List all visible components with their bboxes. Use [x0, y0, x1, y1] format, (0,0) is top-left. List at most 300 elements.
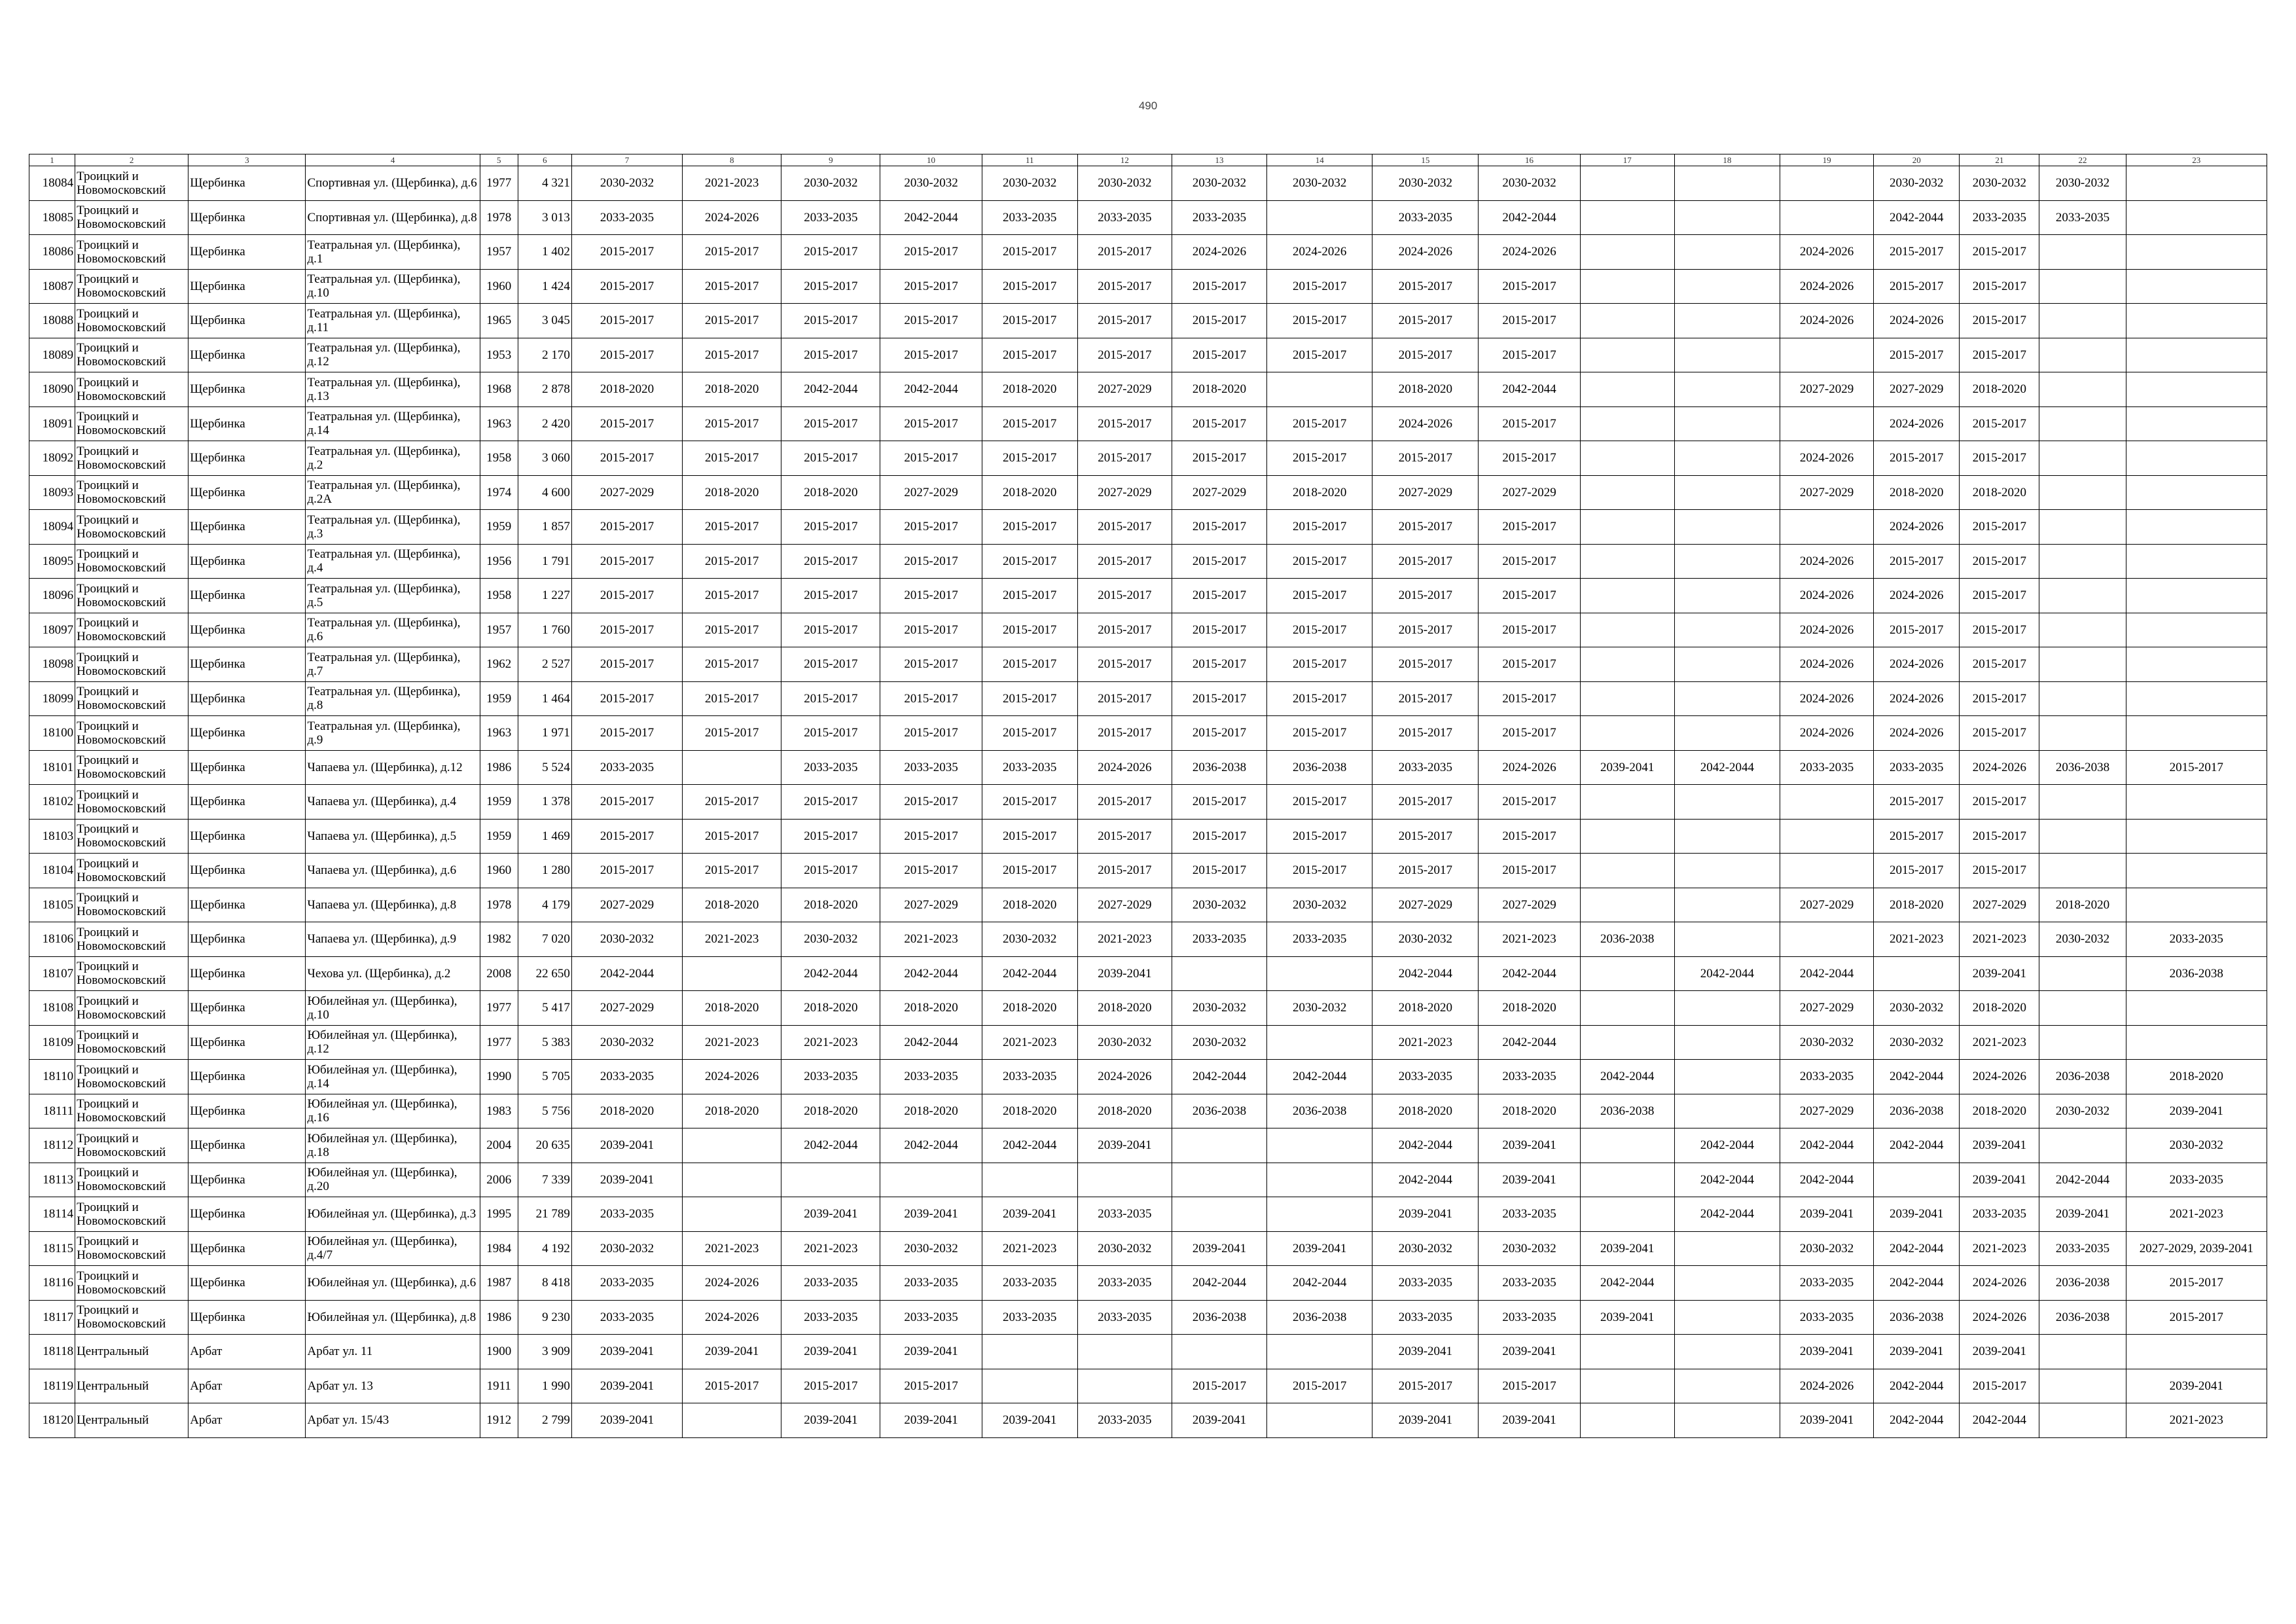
year-built-cell: 1959	[480, 510, 518, 545]
period-cell-col-15: 2015-2017	[1372, 819, 1479, 854]
column-number-5: 5	[480, 154, 518, 166]
year-built-cell: 1958	[480, 441, 518, 476]
year-built-cell: 1995	[480, 1197, 518, 1232]
period-cell-col-16: 2018-2020	[1479, 1094, 1580, 1128]
period-cell-col-12: 2027-2029	[1077, 475, 1172, 510]
period-cell-col-22	[2039, 372, 2126, 407]
period-cell-col-8	[683, 750, 781, 785]
period-cell-col-10: 2039-2041	[880, 1197, 982, 1232]
period-cell-col-8: 2024-2026	[683, 1060, 781, 1094]
period-cell-col-20: 2018-2020	[1874, 475, 1960, 510]
period-cell-col-8: 2039-2041	[683, 1335, 781, 1369]
row-id-cell: 18093	[29, 475, 75, 510]
period-cell-col-13: 2015-2017	[1172, 681, 1266, 716]
period-cell-col-16: 2015-2017	[1479, 510, 1580, 545]
period-cell-col-16: 2015-2017	[1479, 544, 1580, 579]
period-cell-col-12: 2033-2035	[1077, 1300, 1172, 1335]
period-cell-col-21: 2024-2026	[1960, 1266, 2039, 1301]
address-cell: Театральная ул. (Щербинка), д.7	[306, 647, 480, 682]
period-cell-col-12: 2015-2017	[1077, 716, 1172, 751]
period-cell-col-8: 2018-2020	[683, 1094, 781, 1128]
period-cell-col-15: 2033-2035	[1372, 1060, 1479, 1094]
address-cell: Юбилейная ул. (Щербинка), д.12	[306, 1025, 480, 1060]
period-cell-col-16: 2021-2023	[1479, 922, 1580, 957]
period-cell-col-9: 2015-2017	[781, 716, 880, 751]
period-cell-col-8: 2015-2017	[683, 338, 781, 372]
period-cell-col-20: 2039-2041	[1874, 1197, 1960, 1232]
period-cell-col-11: 2015-2017	[982, 716, 1077, 751]
period-cell-col-10: 2021-2023	[880, 922, 982, 957]
floor-area-cell: 5 417	[518, 991, 571, 1026]
period-cell-col-20	[1874, 956, 1960, 991]
period-cell-col-23	[2126, 716, 2267, 751]
table-row	[29, 785, 2267, 820]
period-cell-col-15: 2021-2023	[1372, 1025, 1479, 1060]
district-cell: Троицкий и Новомосковский	[75, 1163, 188, 1197]
column-number-1: 1	[29, 154, 75, 166]
period-cell-col-20: 2033-2035	[1874, 750, 1960, 785]
period-cell-col-23	[2126, 200, 2267, 235]
period-cell-col-21: 2018-2020	[1960, 372, 2039, 407]
area-cell: Щербинка	[188, 854, 306, 888]
period-cell-col-17	[1580, 510, 1674, 545]
district-cell: Троицкий и Новомосковский	[75, 716, 188, 751]
period-cell-col-23: 2015-2017	[2126, 750, 2267, 785]
period-cell-col-9: 2039-2041	[781, 1335, 880, 1369]
period-cell-col-18	[1674, 1369, 1780, 1403]
area-cell: Щербинка	[188, 888, 306, 922]
period-cell-col-17: 2042-2044	[1580, 1060, 1674, 1094]
row-id-cell: 18096	[29, 579, 75, 613]
table-body	[29, 166, 2267, 1438]
table-row	[29, 1266, 2267, 1301]
period-cell-col-15: 2027-2029	[1372, 888, 1479, 922]
period-cell-col-20: 2042-2044	[1874, 1231, 1960, 1266]
area-cell: Щербинка	[188, 441, 306, 476]
area-cell: Щербинка	[188, 819, 306, 854]
area-cell: Щербинка	[188, 1094, 306, 1128]
period-cell-col-12: 2015-2017	[1077, 406, 1172, 441]
period-cell-col-19: 2042-2044	[1780, 1163, 1873, 1197]
period-cell-col-23: 2015-2017	[2126, 1300, 2267, 1335]
period-cell-col-21: 2015-2017	[1960, 785, 2039, 820]
period-cell-col-8	[683, 1163, 781, 1197]
table-row	[29, 750, 2267, 785]
period-cell-col-15: 2024-2026	[1372, 235, 1479, 270]
period-cell-col-18	[1674, 785, 1780, 820]
period-cell-col-15: 2018-2020	[1372, 991, 1479, 1026]
period-cell-col-22: 2042-2044	[2039, 1163, 2126, 1197]
district-cell: Троицкий и Новомосковский	[75, 544, 188, 579]
period-cell-col-14: 2015-2017	[1267, 441, 1372, 476]
area-cell: Щербинка	[188, 372, 306, 407]
address-cell: Юбилейная ул. (Щербинка), д.3	[306, 1197, 480, 1232]
row-id-cell: 18112	[29, 1128, 75, 1163]
period-cell-col-17	[1580, 406, 1674, 441]
period-cell-col-9: 2015-2017	[781, 235, 880, 270]
row-id-cell: 18084	[29, 166, 75, 201]
column-number-row	[29, 154, 2267, 166]
area-cell: Щербинка	[188, 681, 306, 716]
district-cell: Троицкий и Новомосковский	[75, 441, 188, 476]
district-cell: Троицкий и Новомосковский	[75, 1197, 188, 1232]
period-cell-col-7: 2027-2029	[571, 888, 682, 922]
period-cell-col-21: 2021-2023	[1960, 922, 2039, 957]
period-cell-col-15: 2024-2026	[1372, 406, 1479, 441]
period-cell-col-20: 2015-2017	[1874, 338, 1960, 372]
year-built-cell: 1953	[480, 338, 518, 372]
period-cell-col-13: 2036-2038	[1172, 1300, 1266, 1335]
row-id-cell: 18092	[29, 441, 75, 476]
period-cell-col-8: 2024-2026	[683, 200, 781, 235]
period-cell-col-17	[1580, 475, 1674, 510]
period-cell-col-7: 2018-2020	[571, 1094, 682, 1128]
period-cell-col-22	[2039, 681, 2126, 716]
address-cell: Арбат ул. 15/43	[306, 1403, 480, 1438]
period-cell-col-11: 2015-2017	[982, 579, 1077, 613]
year-built-cell: 1962	[480, 647, 518, 682]
period-cell-col-12: 2030-2032	[1077, 1231, 1172, 1266]
period-cell-col-9: 2015-2017	[781, 338, 880, 372]
period-cell-col-8: 2021-2023	[683, 1025, 781, 1060]
period-cell-col-9: 2039-2041	[781, 1197, 880, 1232]
period-cell-col-19	[1780, 166, 1873, 201]
period-cell-col-22	[2039, 579, 2126, 613]
period-cell-col-9: 2033-2035	[781, 200, 880, 235]
period-cell-col-12	[1077, 1369, 1172, 1403]
period-cell-col-9: 2042-2044	[781, 372, 880, 407]
period-cell-col-11: 2021-2023	[982, 1231, 1077, 1266]
period-cell-col-16: 2042-2044	[1479, 372, 1580, 407]
period-cell-col-20: 2042-2044	[1874, 1266, 1960, 1301]
period-cell-col-16: 2015-2017	[1479, 819, 1580, 854]
period-cell-col-9: 2018-2020	[781, 1094, 880, 1128]
period-cell-col-21: 2042-2044	[1960, 1403, 2039, 1438]
district-cell: Троицкий и Новомосковский	[75, 922, 188, 957]
period-cell-col-16: 2015-2017	[1479, 406, 1580, 441]
period-cell-col-7: 2039-2041	[571, 1369, 682, 1403]
period-cell-col-22	[2039, 647, 2126, 682]
table-row	[29, 1094, 2267, 1128]
period-cell-col-11: 2021-2023	[982, 1025, 1077, 1060]
period-cell-col-7: 2033-2035	[571, 1300, 682, 1335]
period-cell-col-21: 2024-2026	[1960, 750, 2039, 785]
period-cell-col-17	[1580, 166, 1674, 201]
period-cell-col-7: 2015-2017	[571, 269, 682, 304]
period-cell-col-14: 2036-2038	[1267, 1094, 1372, 1128]
period-cell-col-22: 2036-2038	[2039, 1060, 2126, 1094]
area-cell: Щербинка	[188, 544, 306, 579]
period-cell-col-19: 2024-2026	[1780, 269, 1873, 304]
period-cell-col-12: 2015-2017	[1077, 579, 1172, 613]
period-cell-col-19	[1780, 338, 1873, 372]
period-cell-col-7: 2015-2017	[571, 235, 682, 270]
period-cell-col-14: 2039-2041	[1267, 1231, 1372, 1266]
period-cell-col-21: 2015-2017	[1960, 579, 2039, 613]
floor-area-cell: 5 705	[518, 1060, 571, 1094]
period-cell-col-8: 2015-2017	[683, 819, 781, 854]
period-cell-col-9: 2015-2017	[781, 647, 880, 682]
floor-area-cell: 5 524	[518, 750, 571, 785]
period-cell-col-14: 2015-2017	[1267, 338, 1372, 372]
period-cell-col-11: 2015-2017	[982, 544, 1077, 579]
period-cell-col-9: 2030-2032	[781, 166, 880, 201]
period-cell-col-23	[2126, 166, 2267, 201]
table-row	[29, 681, 2267, 716]
period-cell-col-23	[2126, 854, 2267, 888]
address-cell: Юбилейная ул. (Щербинка), д.6	[306, 1266, 480, 1301]
period-cell-col-18	[1674, 716, 1780, 751]
period-cell-col-22	[2039, 235, 2126, 270]
period-cell-col-7: 2015-2017	[571, 647, 682, 682]
period-cell-col-20: 2030-2032	[1874, 1025, 1960, 1060]
period-cell-col-18	[1674, 922, 1780, 957]
address-cell: Юбилейная ул. (Щербинка), д.14	[306, 1060, 480, 1094]
column-number-10: 10	[880, 154, 982, 166]
period-cell-col-19: 2024-2026	[1780, 304, 1873, 338]
district-cell: Центральный	[75, 1403, 188, 1438]
row-id-cell: 18105	[29, 888, 75, 922]
period-cell-col-21: 2015-2017	[1960, 441, 2039, 476]
area-cell: Щербинка	[188, 304, 306, 338]
period-cell-col-13: 2015-2017	[1172, 854, 1266, 888]
row-id-cell: 18091	[29, 406, 75, 441]
address-cell: Театральная ул. (Щербинка), д.2А	[306, 475, 480, 510]
period-cell-col-7: 2015-2017	[571, 510, 682, 545]
period-cell-col-10: 2015-2017	[880, 235, 982, 270]
address-cell: Юбилейная ул. (Щербинка), д.16	[306, 1094, 480, 1128]
period-cell-col-14: 2015-2017	[1267, 269, 1372, 304]
period-cell-col-20: 2030-2032	[1874, 166, 1960, 201]
period-cell-col-23: 2015-2017	[2126, 1266, 2267, 1301]
address-cell: Театральная ул. (Щербинка), д.5	[306, 579, 480, 613]
period-cell-col-22	[2039, 716, 2126, 751]
district-cell: Центральный	[75, 1335, 188, 1369]
floor-area-cell: 1 760	[518, 613, 571, 647]
period-cell-col-13: 2042-2044	[1172, 1266, 1266, 1301]
period-cell-col-13: 2036-2038	[1172, 1094, 1266, 1128]
period-cell-col-8: 2015-2017	[683, 406, 781, 441]
period-cell-col-12: 2030-2032	[1077, 166, 1172, 201]
period-cell-col-19: 2024-2026	[1780, 716, 1873, 751]
period-cell-col-22	[2039, 1025, 2126, 1060]
row-id-cell: 18114	[29, 1197, 75, 1232]
year-built-cell: 1958	[480, 579, 518, 613]
address-cell: Театральная ул. (Щербинка), д.13	[306, 372, 480, 407]
area-cell: Арбат	[188, 1403, 306, 1438]
period-cell-col-23: 2039-2041	[2126, 1369, 2267, 1403]
period-cell-col-18	[1674, 1403, 1780, 1438]
period-cell-col-11: 2015-2017	[982, 854, 1077, 888]
table-row	[29, 888, 2267, 922]
period-cell-col-23	[2126, 888, 2267, 922]
period-cell-col-23	[2126, 235, 2267, 270]
period-cell-col-17: 2036-2038	[1580, 1094, 1674, 1128]
period-cell-col-14: 2024-2026	[1267, 235, 1372, 270]
column-number-6: 6	[518, 154, 571, 166]
period-cell-col-13: 2018-2020	[1172, 372, 1266, 407]
period-cell-col-12: 2015-2017	[1077, 647, 1172, 682]
year-built-cell: 1977	[480, 166, 518, 201]
district-cell: Троицкий и Новомосковский	[75, 681, 188, 716]
row-id-cell: 18094	[29, 510, 75, 545]
period-cell-col-13: 2030-2032	[1172, 991, 1266, 1026]
period-cell-col-22: 2036-2038	[2039, 1266, 2126, 1301]
period-cell-col-22	[2039, 854, 2126, 888]
period-cell-col-15: 2033-2035	[1372, 750, 1479, 785]
period-cell-col-22	[2039, 819, 2126, 854]
address-cell: Театральная ул. (Щербинка), д.12	[306, 338, 480, 372]
period-cell-col-18	[1674, 1060, 1780, 1094]
period-cell-col-11: 2018-2020	[982, 888, 1077, 922]
period-cell-col-13: 2024-2026	[1172, 235, 1266, 270]
period-cell-col-21: 2015-2017	[1960, 647, 2039, 682]
period-cell-col-22	[2039, 613, 2126, 647]
period-cell-col-8: 2024-2026	[683, 1266, 781, 1301]
table-row	[29, 372, 2267, 407]
address-cell: Театральная ул. (Щербинка), д.1	[306, 235, 480, 270]
area-cell: Арбат	[188, 1369, 306, 1403]
period-cell-col-13: 2015-2017	[1172, 269, 1266, 304]
page-number: 490	[1138, 99, 1158, 112]
period-cell-col-23	[2126, 544, 2267, 579]
period-cell-col-18	[1674, 1094, 1780, 1128]
table-row	[29, 579, 2267, 613]
period-cell-col-16: 2015-2017	[1479, 613, 1580, 647]
period-cell-col-15: 2015-2017	[1372, 269, 1479, 304]
period-cell-col-12: 2033-2035	[1077, 1266, 1172, 1301]
area-cell: Щербинка	[188, 1300, 306, 1335]
period-cell-col-10	[880, 1163, 982, 1197]
floor-area-cell: 1 464	[518, 681, 571, 716]
period-cell-col-22	[2039, 304, 2126, 338]
period-cell-col-12: 2024-2026	[1077, 1060, 1172, 1094]
period-cell-col-14: 2015-2017	[1267, 716, 1372, 751]
address-cell: Чапаева ул. (Щербинка), д.12	[306, 750, 480, 785]
period-cell-col-15: 2015-2017	[1372, 854, 1479, 888]
row-id-cell: 18088	[29, 304, 75, 338]
period-cell-col-9: 2033-2035	[781, 1060, 880, 1094]
column-number-2: 2	[75, 154, 188, 166]
period-cell-col-20: 2036-2038	[1874, 1094, 1960, 1128]
period-cell-col-21: 2015-2017	[1960, 269, 2039, 304]
district-cell: Троицкий и Новомосковский	[75, 510, 188, 545]
period-cell-col-19: 2033-2035	[1780, 1060, 1873, 1094]
period-cell-col-23	[2126, 304, 2267, 338]
table-row	[29, 269, 2267, 304]
period-cell-col-13: 2015-2017	[1172, 406, 1266, 441]
period-cell-col-19: 2024-2026	[1780, 647, 1873, 682]
period-cell-col-15: 2042-2044	[1372, 1128, 1479, 1163]
address-cell: Юбилейная ул. (Щербинка), д.20	[306, 1163, 480, 1197]
period-cell-col-19: 2024-2026	[1780, 579, 1873, 613]
period-cell-col-17	[1580, 200, 1674, 235]
period-cell-col-14: 2015-2017	[1267, 579, 1372, 613]
period-cell-col-10: 2027-2029	[880, 475, 982, 510]
table-row	[29, 1231, 2267, 1266]
column-number-17: 17	[1580, 154, 1674, 166]
table-row	[29, 441, 2267, 476]
area-cell: Щербинка	[188, 1197, 306, 1232]
period-cell-col-17: 2039-2041	[1580, 1300, 1674, 1335]
period-cell-col-12: 2015-2017	[1077, 235, 1172, 270]
period-cell-col-12: 2033-2035	[1077, 200, 1172, 235]
period-cell-col-13: 2027-2029	[1172, 475, 1266, 510]
period-cell-col-8: 2015-2017	[683, 613, 781, 647]
period-cell-col-20: 2030-2032	[1874, 991, 1960, 1026]
period-cell-col-23	[2126, 785, 2267, 820]
period-cell-col-7: 2015-2017	[571, 441, 682, 476]
period-cell-col-23	[2126, 510, 2267, 545]
period-cell-col-20: 2024-2026	[1874, 510, 1960, 545]
floor-area-cell: 1 857	[518, 510, 571, 545]
year-built-cell: 1982	[480, 922, 518, 957]
period-cell-col-21: 2015-2017	[1960, 338, 2039, 372]
period-cell-col-23	[2126, 579, 2267, 613]
period-cell-col-9: 2039-2041	[781, 1403, 880, 1438]
year-built-cell: 1957	[480, 235, 518, 270]
area-cell: Щербинка	[188, 922, 306, 957]
period-cell-col-14: 2042-2044	[1267, 1060, 1372, 1094]
period-cell-col-19: 2033-2035	[1780, 1266, 1873, 1301]
period-cell-col-19: 2039-2041	[1780, 1403, 1873, 1438]
period-cell-col-20: 2018-2020	[1874, 888, 1960, 922]
period-cell-col-11: 2015-2017	[982, 647, 1077, 682]
period-cell-col-11	[982, 1369, 1077, 1403]
period-cell-col-10: 2042-2044	[880, 956, 982, 991]
period-cell-col-10: 2042-2044	[880, 200, 982, 235]
period-cell-col-20: 2015-2017	[1874, 613, 1960, 647]
row-id-cell: 18119	[29, 1369, 75, 1403]
floor-area-cell: 3 060	[518, 441, 571, 476]
area-cell: Щербинка	[188, 1231, 306, 1266]
year-built-cell: 1957	[480, 613, 518, 647]
period-cell-col-18: 2042-2044	[1674, 956, 1780, 991]
period-cell-col-22	[2039, 1403, 2126, 1438]
period-cell-col-13: 2015-2017	[1172, 304, 1266, 338]
district-cell: Троицкий и Новомосковский	[75, 1025, 188, 1060]
period-cell-col-12	[1077, 1163, 1172, 1197]
period-cell-col-13: 2030-2032	[1172, 888, 1266, 922]
period-cell-col-15: 2015-2017	[1372, 304, 1479, 338]
period-cell-col-13	[1172, 1163, 1266, 1197]
period-cell-col-22: 2033-2035	[2039, 1231, 2126, 1266]
period-cell-col-21: 2024-2026	[1960, 1300, 2039, 1335]
period-cell-col-18	[1674, 579, 1780, 613]
period-cell-col-7: 2027-2029	[571, 991, 682, 1026]
district-cell: Троицкий и Новомосковский	[75, 166, 188, 201]
period-cell-col-20: 2042-2044	[1874, 200, 1960, 235]
period-cell-col-14: 2015-2017	[1267, 613, 1372, 647]
period-cell-col-16: 2015-2017	[1479, 1369, 1580, 1403]
period-cell-col-16: 2024-2026	[1479, 750, 1580, 785]
column-number-12: 12	[1077, 154, 1172, 166]
period-cell-col-10: 2042-2044	[880, 1025, 982, 1060]
period-cell-col-11: 2039-2041	[982, 1197, 1077, 1232]
row-id-cell: 18120	[29, 1403, 75, 1438]
period-cell-col-15: 2018-2020	[1372, 1094, 1479, 1128]
year-built-cell: 1984	[480, 1231, 518, 1266]
row-id-cell: 18100	[29, 716, 75, 751]
period-cell-col-22	[2039, 475, 2126, 510]
floor-area-cell: 2 878	[518, 372, 571, 407]
period-cell-col-18	[1674, 819, 1780, 854]
period-cell-col-20: 2024-2026	[1874, 304, 1960, 338]
period-cell-col-13: 2015-2017	[1172, 338, 1266, 372]
period-cell-col-11: 2030-2032	[982, 166, 1077, 201]
period-cell-col-16: 2015-2017	[1479, 716, 1580, 751]
period-cell-col-17	[1580, 716, 1674, 751]
